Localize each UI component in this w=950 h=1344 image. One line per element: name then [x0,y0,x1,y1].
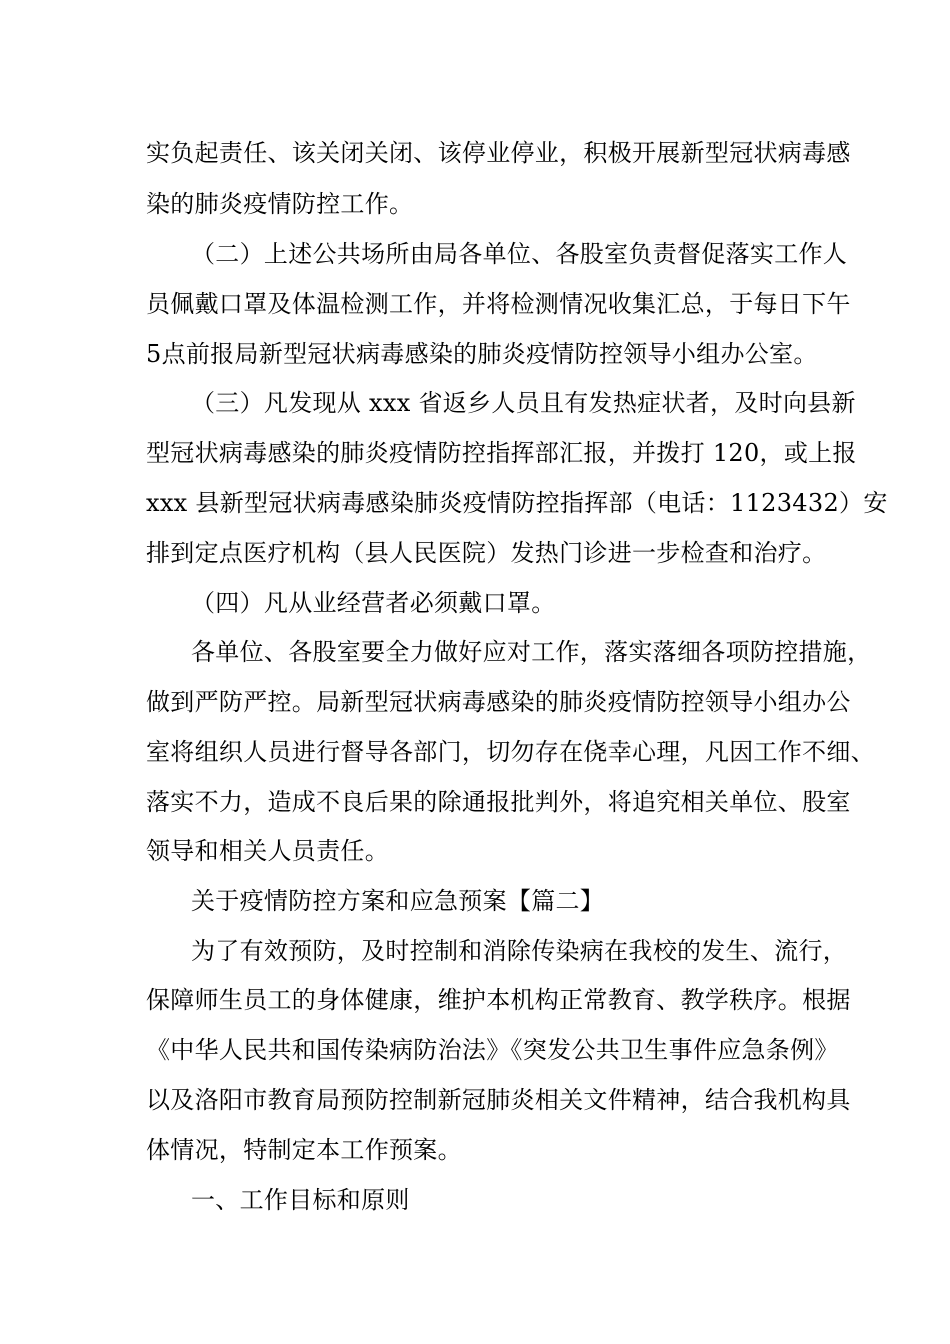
paragraph-line: 领导和相关人员责任。 [146,837,389,865]
paragraph-line: 排到定点医疗机构（县人民医院）发热门诊进一步检查和治疗。 [146,539,827,567]
paragraph-line: 型冠状病毒感染的肺炎疫情防控指挥部汇报，并拨打 120，或上报 [146,439,857,467]
paragraph-line: 室将组织人员进行督导各部门，切勿存在侥幸心理，凡因工作不细、 [146,738,875,766]
paragraph-line: 为了有效预防，及时控制和消除传染病在我校的发生、流行， [191,937,848,965]
paragraph-line: 《中华人民共和国传染病防治法》《突发公共卫生事件应急条例》 [146,1036,839,1064]
paragraph-line: 落实不力，造成不良后果的除通报批判外，将追究相关单位、股室 [146,788,851,816]
paragraph-line: （二）上述公共场所由局各单位、各股室负责督促落实工作人 [191,240,848,268]
paragraph-line: 染的肺炎疫情防控工作。 [146,190,414,218]
paragraph-line: 体情况，特制定本工作预案。 [146,1136,462,1164]
paragraph-line: 保障师生员工的身体健康，维护本机构正常教育、教学秩序。根据 [146,986,851,1014]
paragraph-line: （三）凡发现从 xxx 省返乡人员且有发热症状者，及时向县新 [191,389,856,417]
paragraph-line: 以及洛阳市教育局预防控制新冠肺炎相关文件精神，结合我机构具 [146,1086,851,1114]
paragraph-line: xxx 县新型冠状病毒感染肺炎疫情防控指挥部（电话：1123432）安 [146,489,888,517]
paragraph-line: （四）凡从业经营者必须戴口罩。 [191,589,556,617]
paragraph-line: 5点前报局新型冠状病毒感染的肺炎疫情防控领导小组办公室。 [146,340,818,368]
section-heading: 一、工作目标和原则 [191,1186,410,1214]
paragraph-line: 各单位、各股室要全力做好应对工作，落实落细各项防控措施， [191,638,872,666]
paragraph-line: 实负起责任、该关闭关闭、该停业停业，积极开展新型冠状病毒感 [146,139,851,167]
section-heading: 关于疫情防控方案和应急预案【篇二】 [191,887,605,915]
paragraph-line: 员佩戴口罩及体温检测工作，并将检测情况收集汇总，于每日下午 [146,290,851,318]
paragraph-line: 做到严防严控。局新型冠状病毒感染的肺炎疫情防控领导小组办公 [146,688,851,716]
